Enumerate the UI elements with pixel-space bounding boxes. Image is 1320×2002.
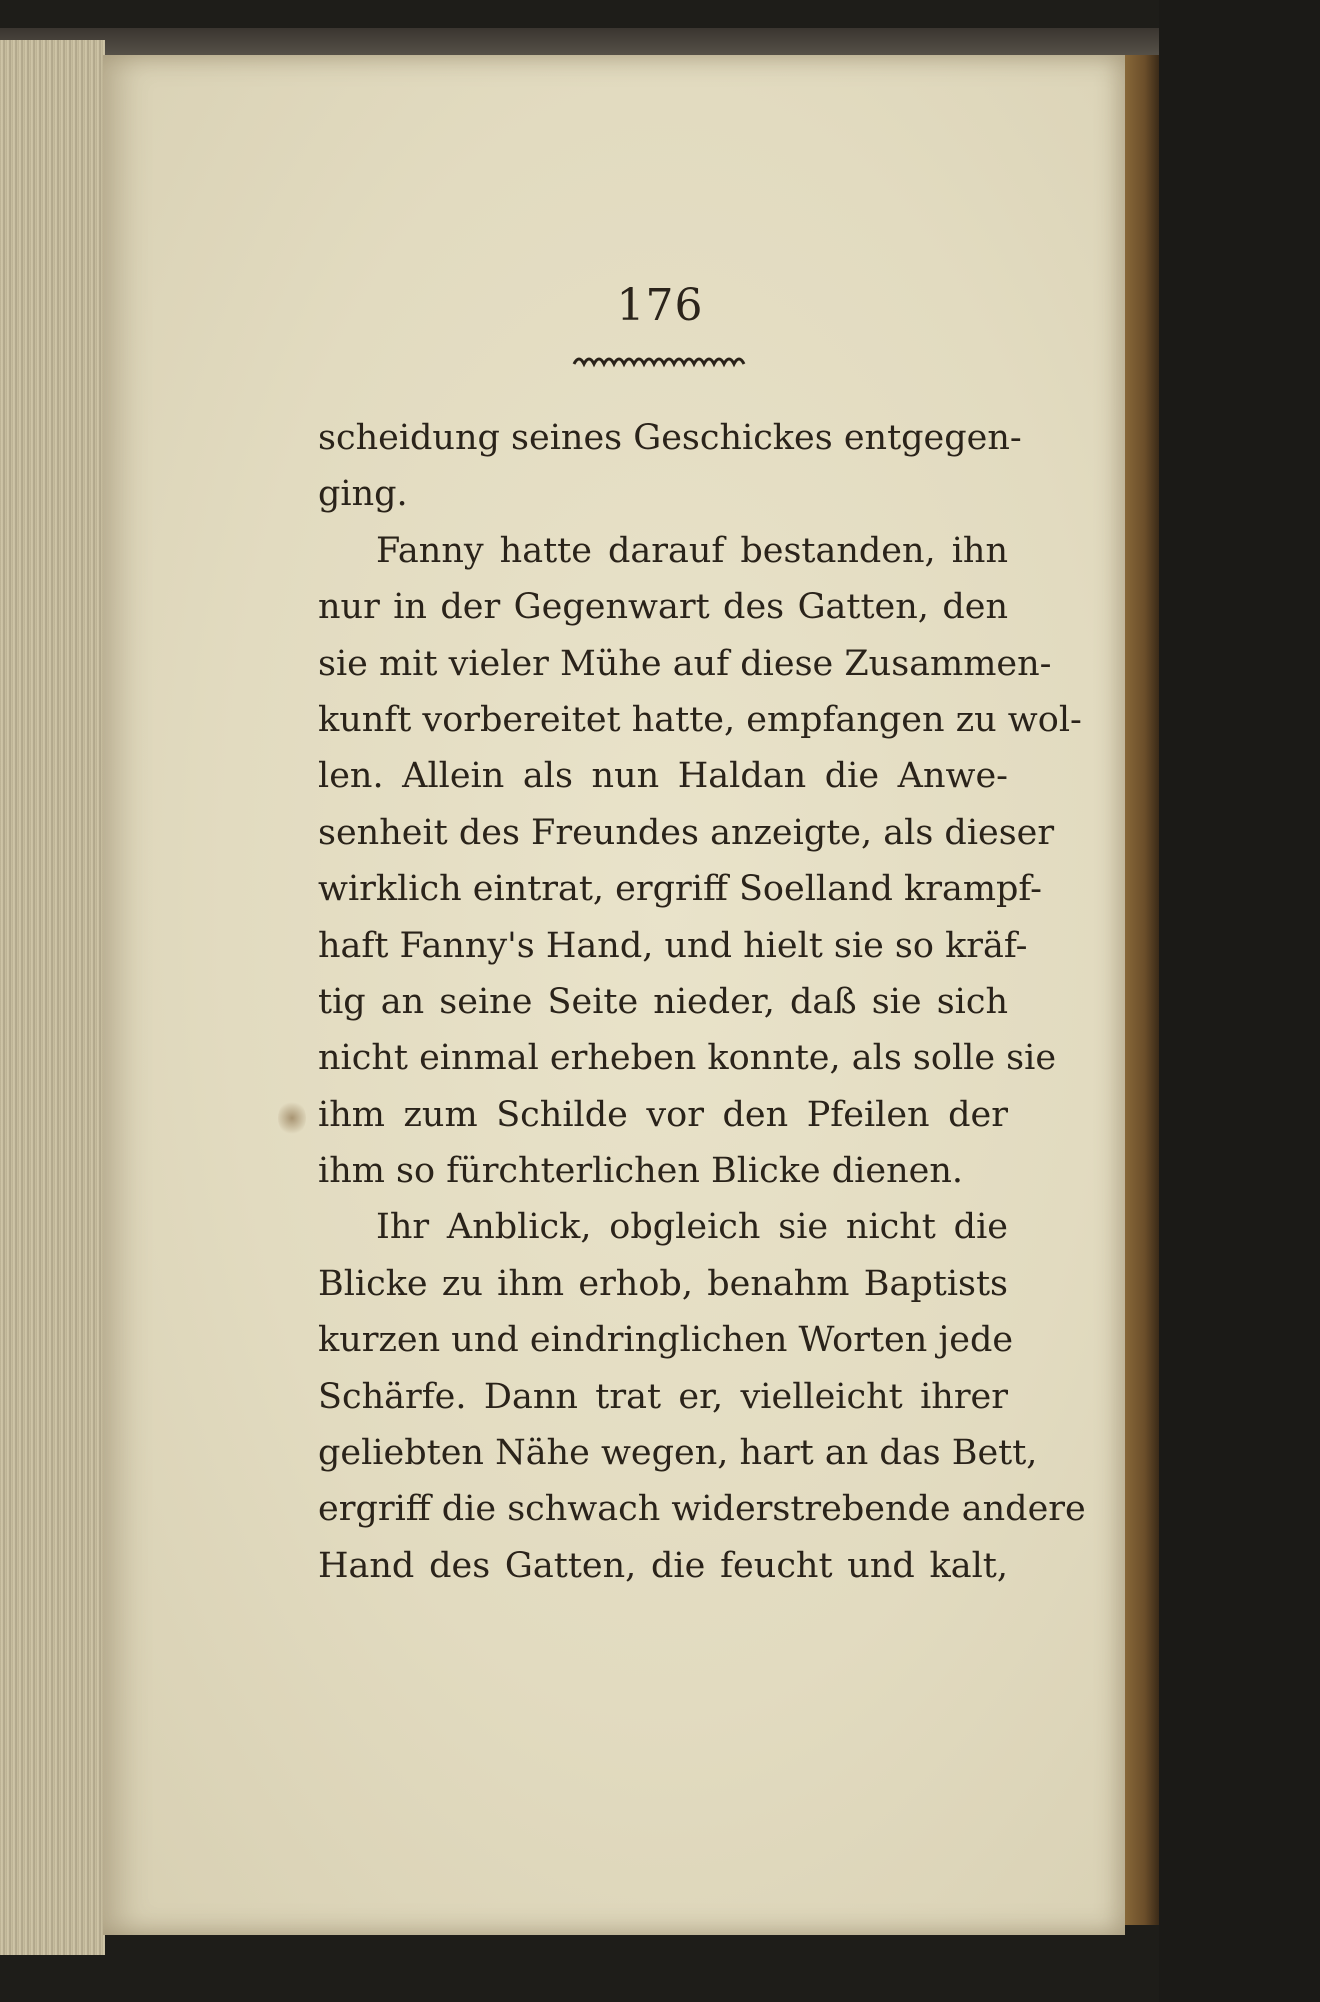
body-text <box>318 410 1086 1594</box>
text-line: kurzen und eindringlichen Worten jede <box>318 1320 1014 1361</box>
text-line: haft Fanny's Hand, und hielt sie so kräf- <box>318 925 1028 966</box>
text-line: Blicke zu ihm erhob, benahm Baptists <box>318 1263 1008 1304</box>
text-line: Schärfe. Dann trat er, vielleicht ihrer <box>318 1376 1008 1417</box>
text-line: ging. <box>318 474 408 515</box>
text-line: geliebten Nähe wegen, hart an das Bett, <box>318 1433 1038 1474</box>
text-line: len. Allein als nun Haldan die Anwe- <box>318 756 1008 797</box>
text-line: nur in der Gegenwart des Gatten, den <box>318 587 1008 628</box>
text-line: nicht einmal erheben konnte, als solle sie <box>318 1038 1057 1079</box>
text-line: Ihr Anblick, obgleich sie nicht die <box>376 1207 1008 1248</box>
text-line: sie mit vieler Mühe auf diese Zusammen- <box>318 643 1052 684</box>
text-line: Hand des Gatten, die feucht und kalt, <box>318 1545 1008 1586</box>
text-line: ihm so fürchterlichen Blicke dienen. <box>318 1151 963 1192</box>
book-cover-edge <box>1123 55 1159 1925</box>
page-number: 176 <box>616 280 704 331</box>
ink-stain <box>278 1100 306 1136</box>
text-line: wirklich eintrat, ergriff Soelland krampf- <box>318 869 1042 910</box>
text-line: senheit des Freundes anzeigte, als dieser <box>318 812 1055 853</box>
text-line: tig an seine Seite nieder, daß sie sich <box>318 981 1008 1022</box>
text-line: kunft vorbereitet hatte, empfangen zu wol- <box>318 699 1082 740</box>
text-line: scheidung seines Geschickes entgegen- <box>318 418 1022 458</box>
ornament-wavy-rule-icon <box>572 350 752 374</box>
text-line: Fanny hatte darauf bestanden, ihn <box>376 530 1008 571</box>
text-line: ihm zum Schilde vor den Pfeilen der <box>318 1094 1008 1135</box>
text-line: ergriff die schwach widerstrebende andere <box>318 1489 1086 1530</box>
